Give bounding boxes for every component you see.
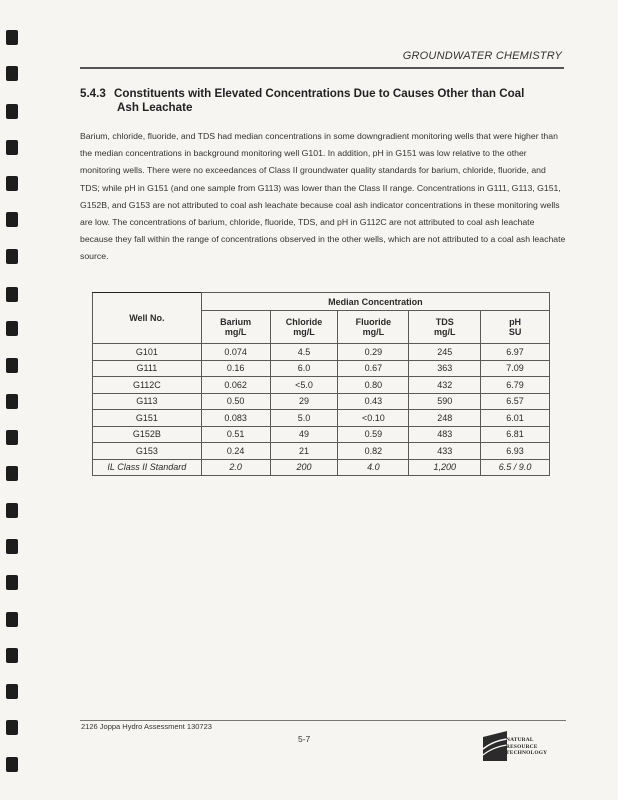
binder-hole xyxy=(6,321,18,336)
value-cell: 0.80 xyxy=(338,377,409,394)
section-title-line2: Ash Leachate xyxy=(117,101,193,114)
well-no-header: Well No. xyxy=(93,293,202,344)
binder-hole xyxy=(6,684,18,699)
binder-hole xyxy=(6,612,18,627)
table-header-row xyxy=(93,293,550,311)
standard-value-cell: 2.0 xyxy=(201,459,270,476)
binder-hole xyxy=(6,757,18,772)
value-cell: 363 xyxy=(409,360,481,377)
logo-mark-icon xyxy=(481,727,509,765)
table-row xyxy=(93,426,550,443)
standard-label-cell: IL Class II Standard xyxy=(93,459,202,476)
binder-hole xyxy=(6,503,18,518)
binder-hole xyxy=(6,358,18,373)
binder-hole xyxy=(6,30,18,45)
page-number: 5-7 xyxy=(298,734,311,744)
value-cell: 0.083 xyxy=(201,410,270,427)
body-paragraph: Barium, chloride, fluoride, and TDS had median concentrations in some downgradient monitoring wells that were higher than the median concentrations in background monitoring well G101. In addition, pH in G151 was low relative to the other monitoring wells. There were no exceedances of Class II groundwater quality standards for barium, chloride, fluoride, and TDS; while pH in G151 (and one sample from G113) was lower than the Class II range. Concentrations in G111, G113, G151, G152B, and G153 are not attributed to coal ash leachate because coal ash indicator concentrations in these monitoring wells are low. The concentrations of barium, chloride, fluoride, TDS, and pH in G112C are not attributed to coal ash leachate because they fall within the range of concentrations observed in the other wells, which are not attributed to a coal ash leachate source. xyxy=(80,131,566,262)
median-concentration-table xyxy=(92,292,550,476)
well-id-cell: G113 xyxy=(93,393,202,410)
section-heading xyxy=(80,87,562,115)
value-cell: <5.0 xyxy=(270,377,338,394)
value-cell: 49 xyxy=(270,426,338,443)
binder-hole xyxy=(6,466,18,481)
value-cell: 6.97 xyxy=(481,344,550,361)
value-cell: 5.0 xyxy=(270,410,338,427)
section-title-line1: Constituents with Elevated Concentrations Due to Causes Other than Coal xyxy=(114,87,525,100)
value-cell: 6.79 xyxy=(481,377,550,394)
standard-value-cell: 6.5 / 9.0 xyxy=(481,459,550,476)
value-cell: 0.50 xyxy=(201,393,270,410)
binder-hole xyxy=(6,140,18,155)
value-cell: 7.09 xyxy=(481,360,550,377)
well-id-cell: G112C xyxy=(93,377,202,394)
column-header-tds: TDS mg/L xyxy=(409,311,481,344)
binder-hole xyxy=(6,539,18,554)
standard-value-cell: 200 xyxy=(270,459,338,476)
company-logo xyxy=(481,727,561,765)
table-row xyxy=(93,377,550,394)
binder-hole xyxy=(6,176,18,191)
footer-rule xyxy=(80,720,566,721)
value-cell: 4.5 xyxy=(270,344,338,361)
binder-hole xyxy=(6,212,18,227)
value-cell: 6.01 xyxy=(481,410,550,427)
standard-value-cell: 4.0 xyxy=(338,459,409,476)
value-cell: 6.57 xyxy=(481,393,550,410)
binder-holes xyxy=(6,0,18,800)
binder-hole xyxy=(6,430,18,445)
well-id-cell: G111 xyxy=(93,360,202,377)
value-cell: 0.074 xyxy=(201,344,270,361)
well-id-cell: G151 xyxy=(93,410,202,427)
running-header: GROUNDWATER CHEMISTRY xyxy=(402,50,562,62)
column-header-ph: pH SU xyxy=(481,311,550,344)
value-cell: 21 xyxy=(270,443,338,460)
standard-value-cell: 1,200 xyxy=(409,459,481,476)
value-cell: 432 xyxy=(409,377,481,394)
value-cell: 0.24 xyxy=(201,443,270,460)
value-cell: 0.82 xyxy=(338,443,409,460)
value-cell: 6.0 xyxy=(270,360,338,377)
value-cell: 248 xyxy=(409,410,481,427)
column-header-barium: Barium mg/L xyxy=(201,311,270,344)
table-body xyxy=(93,344,550,476)
value-cell: 6.93 xyxy=(481,443,550,460)
well-id-cell: G101 xyxy=(93,344,202,361)
binder-hole xyxy=(6,394,18,409)
value-cell: 483 xyxy=(409,426,481,443)
value-cell: 0.59 xyxy=(338,426,409,443)
value-cell: 433 xyxy=(409,443,481,460)
table-row xyxy=(93,443,550,460)
median-concentration-header: Median Concentration xyxy=(201,293,549,311)
table-row xyxy=(93,410,550,427)
table-row xyxy=(93,344,550,361)
section-number: 5.4.3 xyxy=(80,87,106,100)
value-cell: 0.062 xyxy=(201,377,270,394)
value-cell: 29 xyxy=(270,393,338,410)
value-cell: 0.43 xyxy=(338,393,409,410)
value-cell: <0.10 xyxy=(338,410,409,427)
value-cell: 245 xyxy=(409,344,481,361)
binder-hole xyxy=(6,575,18,590)
binder-hole xyxy=(6,287,18,302)
table-row xyxy=(93,360,550,377)
logo-wordmark: NATURAL RESOURCE TECHNOLOGY xyxy=(506,737,548,757)
well-id-cell: G153 xyxy=(93,443,202,460)
header-rule xyxy=(80,67,564,69)
binder-hole xyxy=(6,66,18,81)
value-cell: 0.67 xyxy=(338,360,409,377)
value-cell: 0.29 xyxy=(338,344,409,361)
table-row xyxy=(93,393,550,410)
binder-hole xyxy=(6,648,18,663)
value-cell: 0.16 xyxy=(201,360,270,377)
column-header-chloride: Chloride mg/L xyxy=(270,311,338,344)
well-id-cell: G152B xyxy=(93,426,202,443)
value-cell: 0.51 xyxy=(201,426,270,443)
document-id: 2126 Joppa Hydro Assessment 130723 xyxy=(81,722,212,731)
binder-hole xyxy=(6,104,18,119)
column-header-fluoride: Fluoride mg/L xyxy=(338,311,409,344)
standard-row xyxy=(93,459,550,476)
binder-hole xyxy=(6,720,18,735)
value-cell: 6.81 xyxy=(481,426,550,443)
value-cell: 590 xyxy=(409,393,481,410)
binder-hole xyxy=(6,249,18,264)
